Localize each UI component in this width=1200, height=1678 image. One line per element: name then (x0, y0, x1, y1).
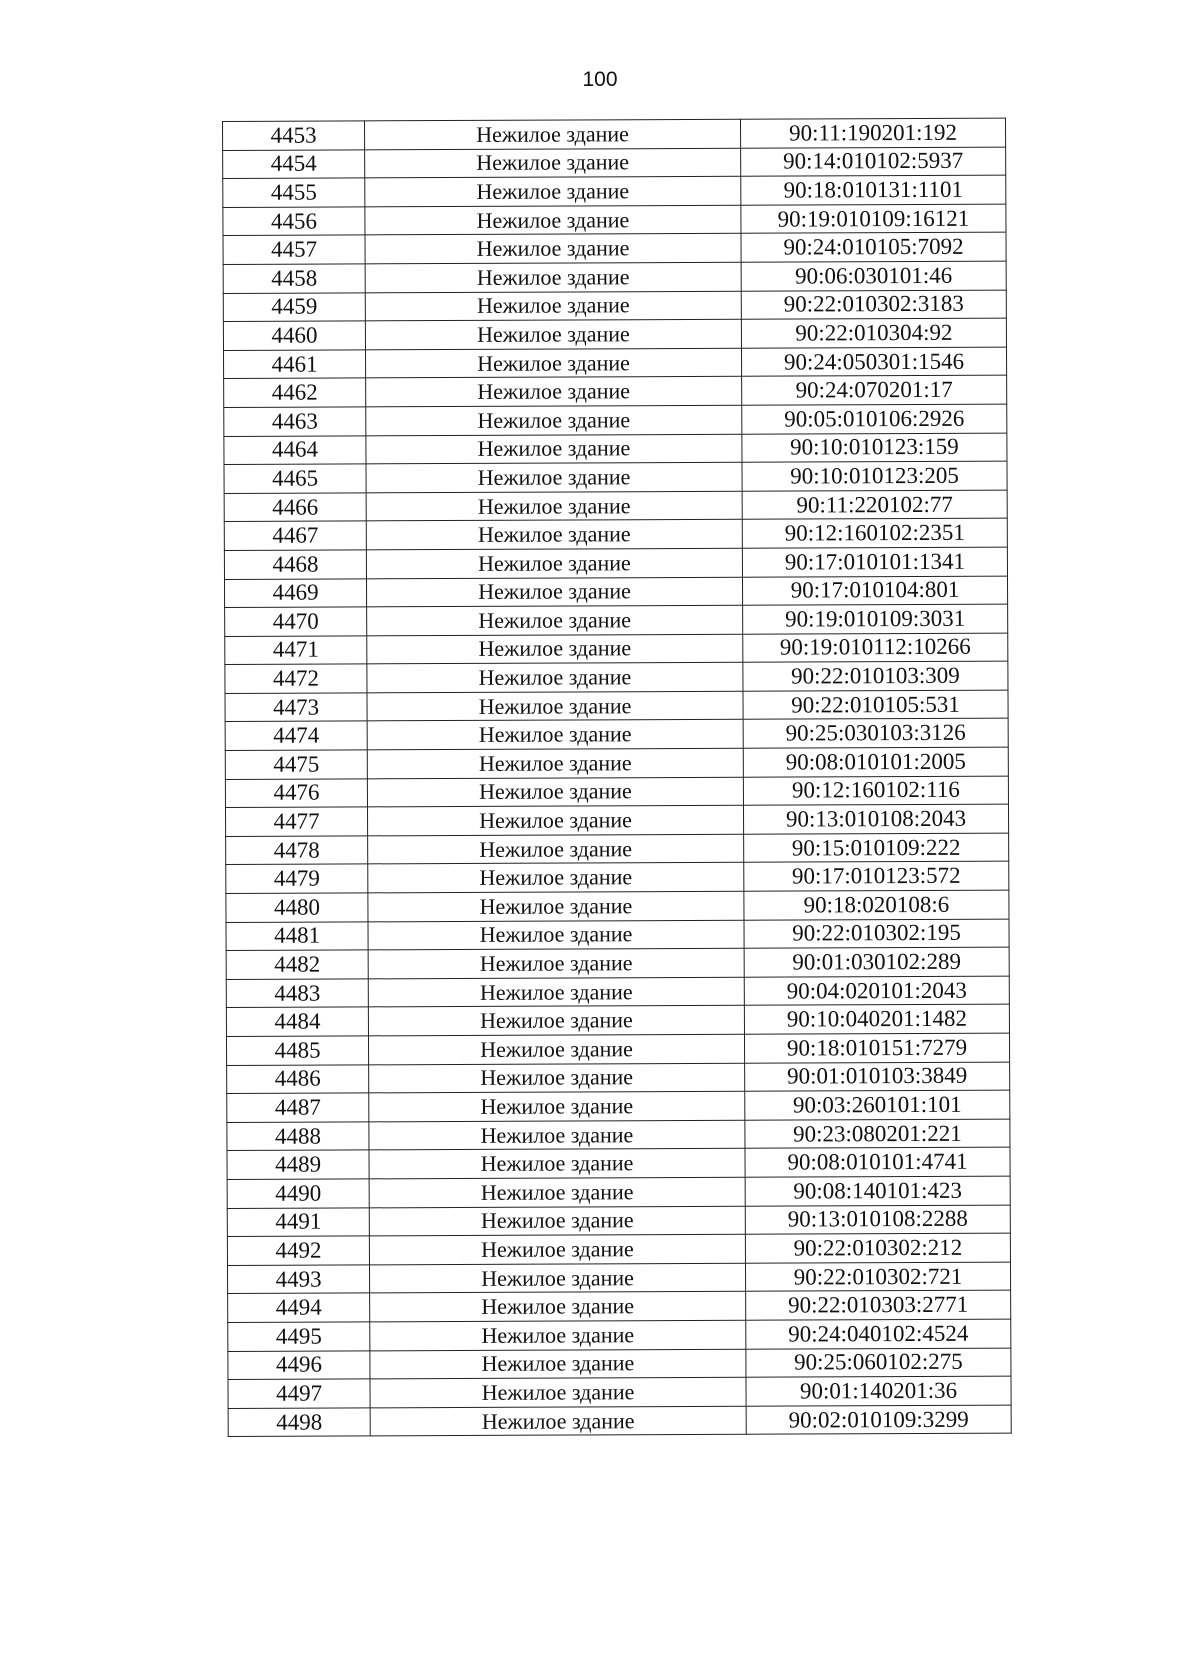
cadastral-number-cell: 90:22:010302:212 (745, 1233, 1010, 1263)
table-row (228, 1376, 1011, 1408)
row-number-cell: 4498 (228, 1408, 370, 1437)
table-row (227, 1205, 1010, 1237)
row-number-cell: 4461 (224, 350, 366, 379)
object-type-cell: Нежилое здание (368, 891, 744, 921)
table-row (224, 518, 1007, 550)
row-number-cell: 4492 (227, 1236, 369, 1265)
object-type-cell: Нежилое здание (366, 548, 742, 578)
object-type-cell: Нежилое здание (366, 405, 742, 435)
cadastral-number-cell: 90:02:010109:3299 (746, 1405, 1011, 1435)
table-row (225, 719, 1008, 751)
row-number-cell: 4491 (227, 1207, 369, 1236)
row-number-cell: 4485 (226, 1036, 368, 1065)
table-row (224, 576, 1007, 608)
table-row (223, 204, 1006, 236)
table-row (225, 747, 1008, 779)
object-type-cell: Нежилое здание (367, 777, 743, 807)
table-row (226, 862, 1009, 894)
row-number-cell: 4457 (223, 235, 365, 264)
cadastral-number-cell: 90:24:070201:17 (742, 375, 1007, 405)
cadastral-number-cell: 90:12:160102:116 (743, 776, 1008, 806)
table-row (227, 1090, 1010, 1122)
object-type-cell: Нежилое здание (366, 462, 742, 492)
object-type-cell: Нежилое здание (370, 1349, 746, 1379)
cadastral-number-cell: 90:23:080201:221 (745, 1119, 1010, 1149)
cadastral-number-cell: 90:24:050301:1546 (741, 347, 1006, 377)
object-type-cell: Нежилое здание (369, 1234, 745, 1264)
object-type-cell: Нежилое здание (368, 863, 744, 893)
cadastral-number-cell: 90:12:160102:2351 (742, 518, 1007, 548)
object-type-cell: Нежилое здание (370, 1406, 746, 1436)
table-row (224, 461, 1007, 493)
object-type-cell: Нежилое здание (365, 319, 741, 349)
row-number-cell: 4486 (227, 1064, 369, 1093)
object-type-cell: Нежилое здание (369, 1063, 745, 1093)
object-type-cell: Нежилое здание (369, 1149, 745, 1179)
table-row (225, 776, 1008, 808)
row-number-cell: 4456 (223, 207, 365, 236)
table-row (227, 1147, 1010, 1179)
object-type-cell: Нежилое здание (370, 1320, 746, 1350)
object-type-cell: Нежилое здание (365, 148, 741, 178)
table-row (223, 232, 1006, 264)
object-type-cell: Нежилое здание (365, 348, 741, 378)
table-row (227, 1233, 1010, 1265)
object-type-cell: Нежилое здание (365, 234, 741, 264)
row-number-cell: 4453 (223, 121, 365, 150)
row-number-cell: 4466 (224, 493, 366, 522)
object-type-cell: Нежилое здание (370, 1292, 746, 1322)
table-body (223, 118, 1012, 1437)
object-type-cell: Нежилое здание (370, 1377, 746, 1407)
cadastral-number-cell: 90:17:010101:1341 (742, 547, 1007, 577)
row-number-cell: 4487 (227, 1093, 369, 1122)
row-number-cell: 4475 (225, 750, 367, 779)
table-row (223, 261, 1006, 293)
row-number-cell: 4471 (225, 636, 367, 665)
row-number-cell: 4470 (225, 607, 367, 636)
cadastral-number-cell: 90:22:010304:92 (741, 318, 1006, 348)
object-type-cell: Нежилое здание (366, 434, 742, 464)
table-row (223, 290, 1006, 322)
object-type-cell: Нежилое здание (368, 1006, 744, 1036)
table-row (228, 1319, 1011, 1351)
object-type-cell: Нежилое здание (367, 634, 743, 664)
row-number-cell: 4496 (228, 1350, 370, 1379)
cadastral-number-cell: 90:13:010108:2043 (743, 804, 1008, 834)
table-row (224, 404, 1007, 436)
table-row (225, 661, 1008, 693)
row-number-cell: 4494 (228, 1293, 370, 1322)
row-number-cell: 4468 (224, 550, 366, 579)
table-row (223, 175, 1006, 207)
cadastral-number-cell: 90:22:010103:309 (743, 661, 1008, 691)
object-type-cell: Нежилое здание (369, 1120, 745, 1150)
row-number-cell: 4490 (227, 1179, 369, 1208)
cadastral-number-cell: 90:10:040201:1482 (744, 1004, 1009, 1034)
cadastral-number-cell: 90:25:030103:3126 (743, 719, 1008, 749)
cadastral-number-cell: 90:13:010108:2288 (745, 1205, 1010, 1235)
cadastral-number-cell: 90:18:010131:1101 (741, 175, 1006, 205)
table-row (223, 318, 1006, 350)
table-row (226, 1004, 1009, 1036)
row-number-cell: 4479 (226, 864, 368, 893)
object-type-cell: Нежилое здание (366, 520, 742, 550)
cadastral-number-cell: 90:25:060102:275 (746, 1348, 1011, 1378)
cadastral-number-cell: 90:06:030101:46 (741, 261, 1006, 291)
cadastral-number-cell: 90:10:010123:159 (742, 433, 1007, 463)
row-number-cell: 4469 (224, 578, 366, 607)
table-row (228, 1405, 1011, 1437)
object-type-cell: Нежилое здание (368, 834, 744, 864)
cadastral-number-cell: 90:08:010101:2005 (743, 747, 1008, 777)
row-number-cell: 4489 (227, 1150, 369, 1179)
table-row (224, 375, 1007, 407)
row-number-cell: 4467 (224, 521, 366, 550)
table-row (226, 976, 1009, 1008)
cadastral-number-cell: 90:08:140101:423 (745, 1176, 1010, 1206)
cadastral-number-cell: 90:01:010103:3849 (745, 1062, 1010, 1092)
object-type-cell: Нежилое здание (366, 377, 742, 407)
row-number-cell: 4497 (228, 1379, 370, 1408)
row-number-cell: 4483 (226, 979, 368, 1008)
table-row (225, 604, 1008, 636)
cadastral-number-cell: 90:22:010303:2771 (746, 1290, 1011, 1320)
row-number-cell: 4478 (226, 836, 368, 865)
cadastral-number-cell: 90:03:260101:101 (745, 1090, 1010, 1120)
row-number-cell: 4493 (227, 1265, 369, 1294)
cadastral-number-cell: 90:19:010109:16121 (741, 204, 1006, 234)
object-type-cell: Нежилое здание (367, 720, 743, 750)
cadastral-number-cell: 90:17:010104:801 (742, 576, 1007, 606)
object-type-cell: Нежилое здание (366, 491, 742, 521)
cadastral-number-cell: 90:22:010105:531 (743, 690, 1008, 720)
object-type-cell: Нежилое здание (367, 748, 743, 778)
object-type-cell: Нежилое здание (369, 1091, 745, 1121)
row-number-cell: 4474 (225, 721, 367, 750)
object-type-cell: Нежилое здание (367, 805, 743, 835)
table-row (227, 1176, 1010, 1208)
row-number-cell: 4488 (227, 1122, 369, 1151)
object-type-cell: Нежилое здание (366, 577, 742, 607)
object-type-cell: Нежилое здание (367, 691, 743, 721)
cadastral-number-cell: 90:24:040102:4524 (746, 1319, 1011, 1349)
table-row (226, 833, 1009, 865)
table-row (223, 147, 1006, 179)
object-type-cell: Нежилое здание (368, 977, 744, 1007)
object-type-cell: Нежилое здание (369, 1206, 745, 1236)
row-number-cell: 4477 (225, 807, 367, 836)
object-type-cell: Нежилое здание (365, 119, 741, 149)
table-row (225, 804, 1008, 836)
cadastral-number-cell: 90:22:010302:3183 (741, 290, 1006, 320)
row-number-cell: 4484 (226, 1007, 368, 1036)
cadastral-number-cell: 90:04:020101:2043 (744, 976, 1009, 1006)
table-row (226, 947, 1009, 979)
table-row (226, 890, 1009, 922)
row-number-cell: 4465 (224, 464, 366, 493)
object-type-cell: Нежилое здание (365, 291, 741, 321)
object-type-cell: Нежилое здание (365, 262, 741, 292)
table-row (224, 547, 1007, 579)
row-number-cell: 4462 (224, 378, 366, 407)
object-type-cell: Нежилое здание (369, 1177, 745, 1207)
cadastral-number-cell: 90:17:010123:572 (744, 862, 1009, 892)
cadastral-number-cell: 90:18:020108:6 (744, 890, 1009, 920)
cadastral-number-cell: 90:08:010101:4741 (745, 1147, 1010, 1177)
cadastral-number-cell: 90:10:010123:205 (742, 461, 1007, 491)
table-row (224, 490, 1007, 522)
table-row (225, 633, 1008, 665)
object-type-cell: Нежилое здание (365, 205, 741, 235)
row-number-cell: 4476 (225, 779, 367, 808)
row-number-cell: 4459 (223, 292, 365, 321)
row-number-cell: 4460 (223, 321, 365, 350)
row-number-cell: 4463 (224, 407, 366, 436)
table-row (226, 1033, 1009, 1065)
table-row (225, 690, 1008, 722)
table-row (228, 1348, 1011, 1380)
cadastral-number-cell: 90:19:010109:3031 (743, 604, 1008, 634)
row-number-cell: 4472 (225, 664, 367, 693)
table-row (224, 433, 1007, 465)
row-number-cell: 4495 (228, 1322, 370, 1351)
table-row (227, 1062, 1010, 1094)
row-number-cell: 4455 (223, 178, 365, 207)
cadastral-number-cell: 90:22:010302:721 (745, 1262, 1010, 1292)
object-type-cell: Нежилое здание (365, 176, 741, 206)
object-type-cell: Нежилое здание (368, 948, 744, 978)
cadastral-number-cell: 90:15:010109:222 (744, 833, 1009, 863)
table-row (223, 118, 1006, 150)
table-row (226, 919, 1009, 951)
cadastral-number-cell: 90:22:010302:195 (744, 919, 1009, 949)
row-number-cell: 4481 (226, 921, 368, 950)
cadastral-number-cell: 90:11:220102:77 (742, 490, 1007, 520)
row-number-cell: 4480 (226, 893, 368, 922)
row-number-cell: 4473 (225, 693, 367, 722)
row-number-cell: 4458 (223, 264, 365, 293)
cadastral-number-cell: 90:14:010102:5937 (741, 147, 1006, 177)
object-type-cell: Нежилое здание (367, 605, 743, 635)
object-type-cell: Нежилое здание (367, 663, 743, 693)
cadastral-number-cell: 90:18:010151:7279 (744, 1033, 1009, 1063)
table-row (227, 1119, 1010, 1151)
row-number-cell: 4454 (223, 149, 365, 178)
row-number-cell: 4464 (224, 435, 366, 464)
object-type-cell: Нежилое здание (369, 1263, 745, 1293)
table-row (227, 1262, 1010, 1294)
object-type-cell: Нежилое здание (368, 1034, 744, 1064)
cadastral-number-cell: 90:01:030102:289 (744, 947, 1009, 977)
page-number: 100 (582, 68, 618, 91)
row-number-cell: 4482 (226, 950, 368, 979)
table-row (224, 347, 1007, 379)
table-row (228, 1290, 1011, 1322)
cadastral-number-cell: 90:19:010112:10266 (743, 633, 1008, 663)
cadastral-number-cell: 90:01:140201:36 (746, 1376, 1011, 1406)
object-type-cell: Нежилое здание (368, 920, 744, 950)
property-register-table (222, 118, 1012, 1438)
cadastral-number-cell: 90:11:190201:192 (740, 118, 1005, 148)
cadastral-number-cell: 90:05:010106:2926 (742, 404, 1007, 434)
cadastral-number-cell: 90:24:010105:7092 (741, 232, 1006, 262)
